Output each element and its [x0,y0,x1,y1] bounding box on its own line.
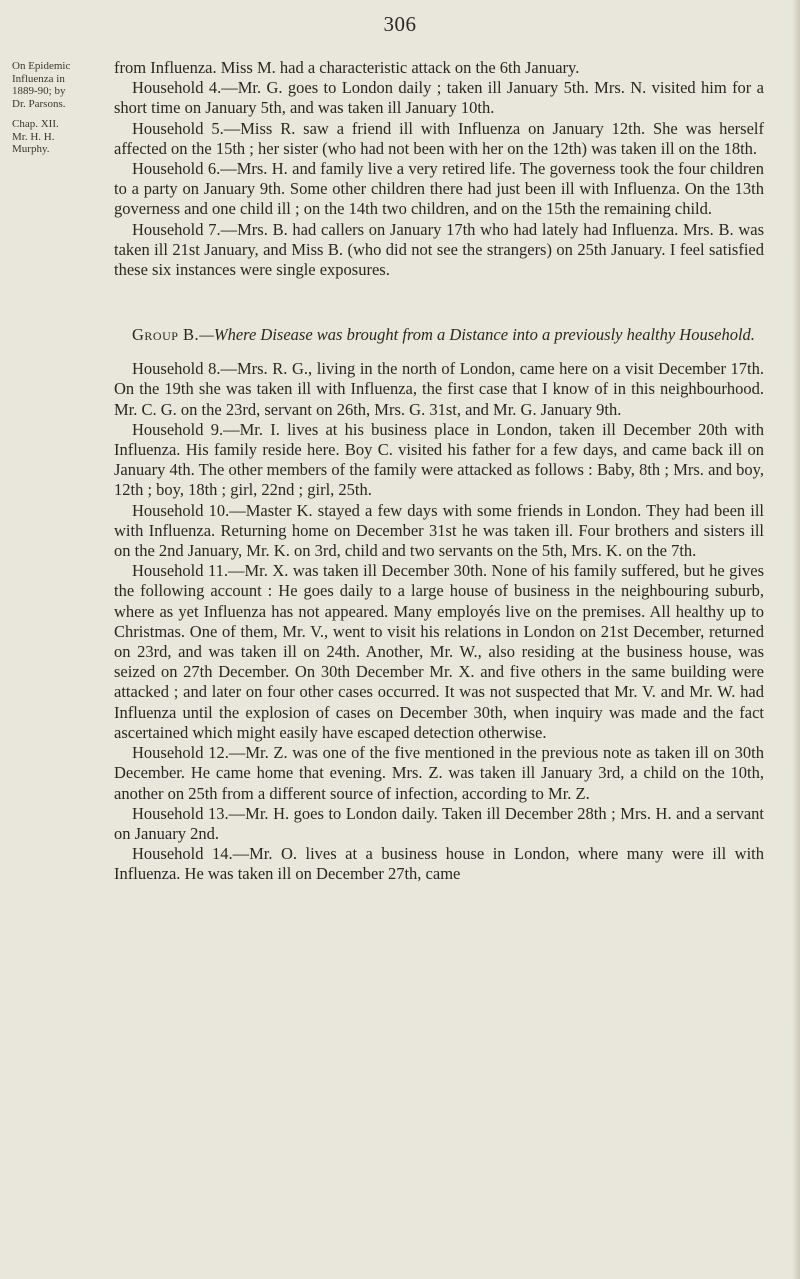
group-title: —Where Disease was brought from a Distance into a previously healthy Household. [199,325,755,345]
margin-note-line: 1889-90; by [12,85,66,97]
author-line: Mr. H. H. [12,130,55,143]
paragraph-household-11: Household 11.—Mr. X. was taken ill December 30th. None of his family suffered, but he gives the following account : He goes daily to a large house of business in the neighbouring suburb, where as yet Influenza has not appeared. Many employés live on the premises. All healthy up to Christmas. One of them, Mr. V., went to visit his relations in London on 21st December, returned on 23rd, and was taken ill on 24th. Another, Mr. W., also residing at the business house, was seized on 27th December. On 30th December Mr. X. and five others in the same building were attacked ; and later on four other cases occurred. It was not suspected that Mr. V. and Mr. W. had Influenza until the explosion of cases on December 30th, when inquiry was made and the fact ascertained which might easily have escaped detection otherwise. [114,561,764,742]
margin-note-line: On Epidemic [12,60,71,72]
body-text [114,58,764,885]
paragraph-household-5: Household 5.—Miss R. saw a friend ill with Influenza on January 12th. She was herself affected on the 15th ; her sister (who had not been with her on the 12th) was taken ill on the 18th. [114,118,764,158]
paragraph-household-4: Household 4.—Mr. G. goes to London daily ; taken ill January 5th. Mrs. N. visited him for a short time on January 5th, and was taken ill January 10th. [114,78,764,118]
paragraph-continuation: from Influenza. Miss M. had a characteristic attack on the 6th January. [114,58,580,77]
paragraph-household-10: Household 10.—Master K. stayed a few days with some friends in London. They had been ill with Influenza. Returning home on December 31st he was taken ill. Four brothers and sisters ill on the 2nd January, Mr. K. on 3rd, child and two servants on the 5th, Mrs. K. on the 7th. [114,500,764,561]
margin-note-line: Influenza in [12,72,65,85]
paragraph-household-6: Household 6.—Mrs. H. and family live a very retired life. The governess took the four children to a party on January 9th. Some other children there had just been ill with Influenza. On the 13th governess and one child ill ; on the 14th two children, and on the 15th the remaining child. [114,159,764,219]
group-label: Group B. [132,325,200,345]
paragraph-household-9: Household 9.—Mr. I. lives at his business place in London, taken ill December 20th with Influenza. His family reside here. Boy C. visited his father for a few days, and came back ill on January 4th. The other members of the family were attacked as follows : Baby, 8th ; Mrs. and boy, 12th ; boy, 18th ; girl, 22nd ; girl, 25th. [114,419,764,500]
margin-note-line: Dr. Parsons. [12,97,66,110]
author-line: Murphy. [12,143,50,155]
chapter-label: Chap. XII. [12,118,59,130]
paragraph-household-12: Household 12.—Mr. Z. was one of the five mentioned in the previous note as taken ill on 30th December. He came home that evening. Mrs. Z. was taken ill January 3rd, a child on the 10th, another on 25th from a different source of infection, according to Mr. Z. [114,743,764,803]
paragraph-household-8: Household 8.—Mrs. R. G., living in the north of London, came here on a visit December 17th. On the 19th she was taken ill with Influenza, the first case that I know of in this neighbourhood. Mr. C. G. on the 23rd, servant on 26th, Mrs. G. 31st, and Mr. G. January 9th. [114,359,764,419]
paragraph-household-14: Household 14.—Mr. O. lives at a business house in London, where many were ill with Influenza. He was taken ill on December 27th, came [114,844,764,884]
paragraph-household-13: Household 13.—Mr. H. goes to London daily. Taken ill December 28th ; Mrs. H. and a servant on January 2nd. [114,803,764,843]
page-number: 306 [383,12,417,36]
margin-note [12,60,100,156]
paragraph-household-7: Household 7.—Mrs. B. had callers on January 17th who had lately had Influenza. Mrs. B. was taken ill 21st January, and Miss B. (who did not see the strangers) on 25th January. I feel satisfied these six instances were single exposures. [114,219,764,280]
group-heading [114,324,764,345]
page-edge-shadow [792,0,800,1279]
